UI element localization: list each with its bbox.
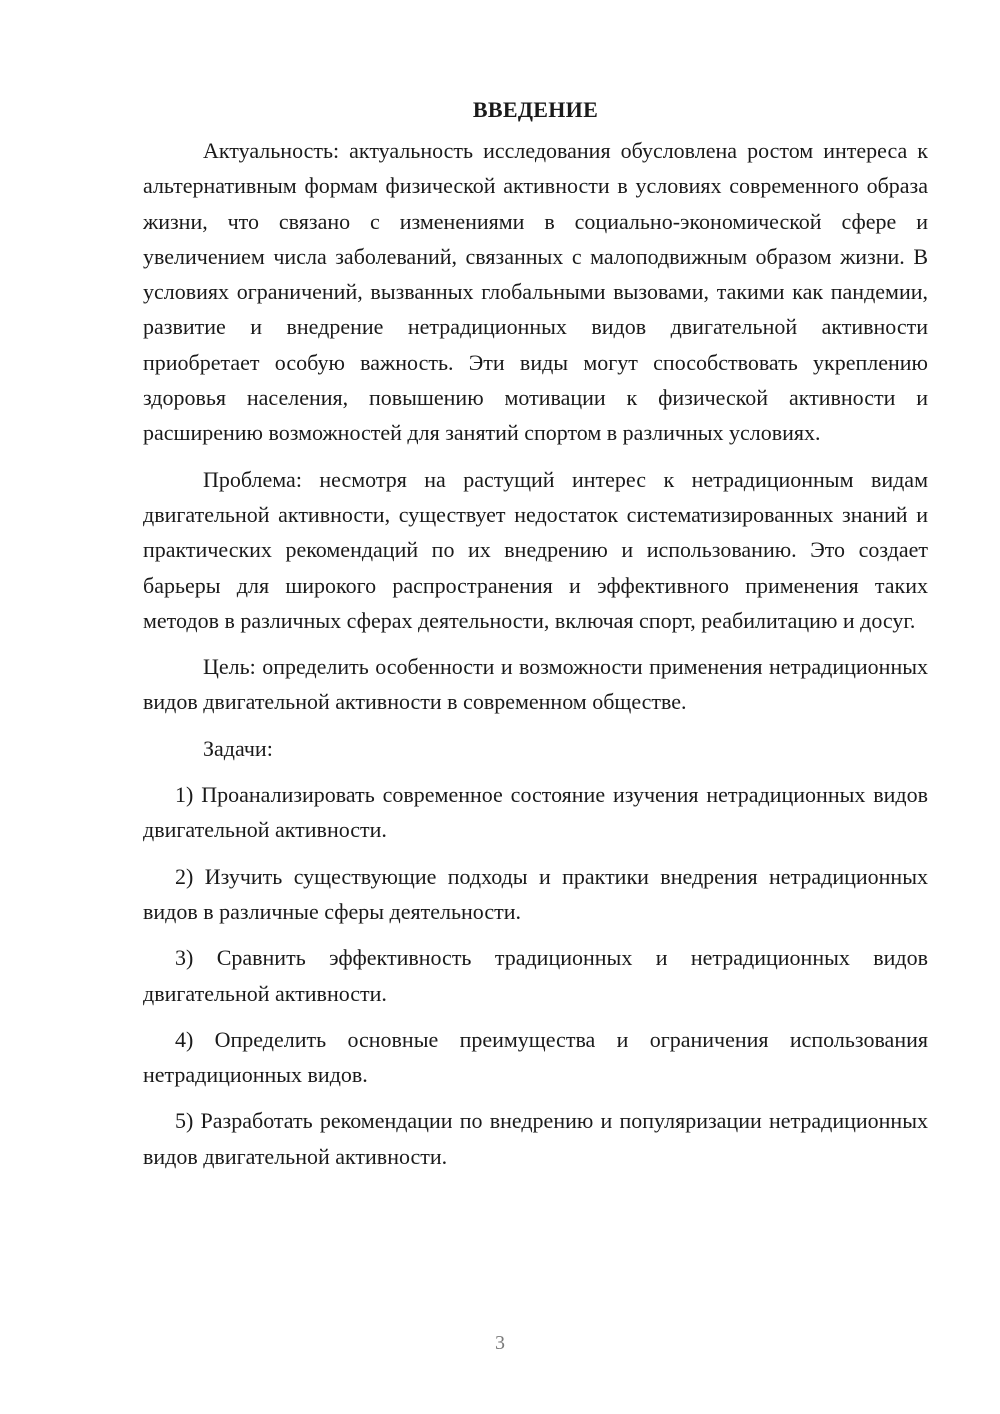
page-number: 3 bbox=[495, 1332, 505, 1354]
task-item-2: 2) Изучить существующие подходы и практики внедрения нетрадиционных видов в различные сферы деятельности. bbox=[143, 863, 928, 924]
task-item-3: 3) Сравнить эффективность традиционных и нетрадиционных видов двигательной активности. bbox=[143, 945, 928, 1006]
paragraph-goal: Цель: определить особенности и возможности применения нетрадиционных видов двигательной активности в современном обществе. bbox=[143, 654, 928, 715]
task-item-5: 5) Разработать рекомендации по внедрению и популяризации нетрадиционных видов двигательной активности. bbox=[143, 1108, 928, 1169]
paragraph-problem: Проблема: несмотря на растущий интерес к нетрадиционным видам двигательной активности, существует недостаток систематизированных знаний и практических рекомендаций по их внедрению и использованию. Это создает барьеры для широкого распространения и эффективного применения таких методов в различных сферах деятельности, включая спорт, реабилитацию и досуг. bbox=[143, 466, 928, 633]
task-item-4: 4) Определить основные преимущества и ограничения использования нетрадиционных видов. bbox=[143, 1026, 928, 1088]
tasks-label: Задачи: bbox=[203, 735, 273, 761]
paragraph-relevance: Актуальность: актуальность исследования обусловлена ростом интереса к альтернативным формам физической активности в условиях современного образа жизни, что связано с изменениями в социально-экономической сфере и увеличением числа заболеваний, связанных с малоподвижным образом жизни. В условиях ограничений, вызванных глобальными вызовами, такими как пандемии, развитие и внедрение нетрадиционных видов двигательной активности приобретает особую важность. Эти виды могут способствовать укреплению здоровья населения, повышению мотивации к физической активности и расширению возможностей для занятий спортом в различных условиях. bbox=[143, 138, 928, 446]
task-item-1: 1) Проанализировать современное состояние изучения нетрадиционных видов двигательной активности. bbox=[143, 782, 928, 843]
document-heading: ВВЕДЕНИЕ bbox=[472, 97, 599, 122]
document-page bbox=[143, 92, 928, 1185]
